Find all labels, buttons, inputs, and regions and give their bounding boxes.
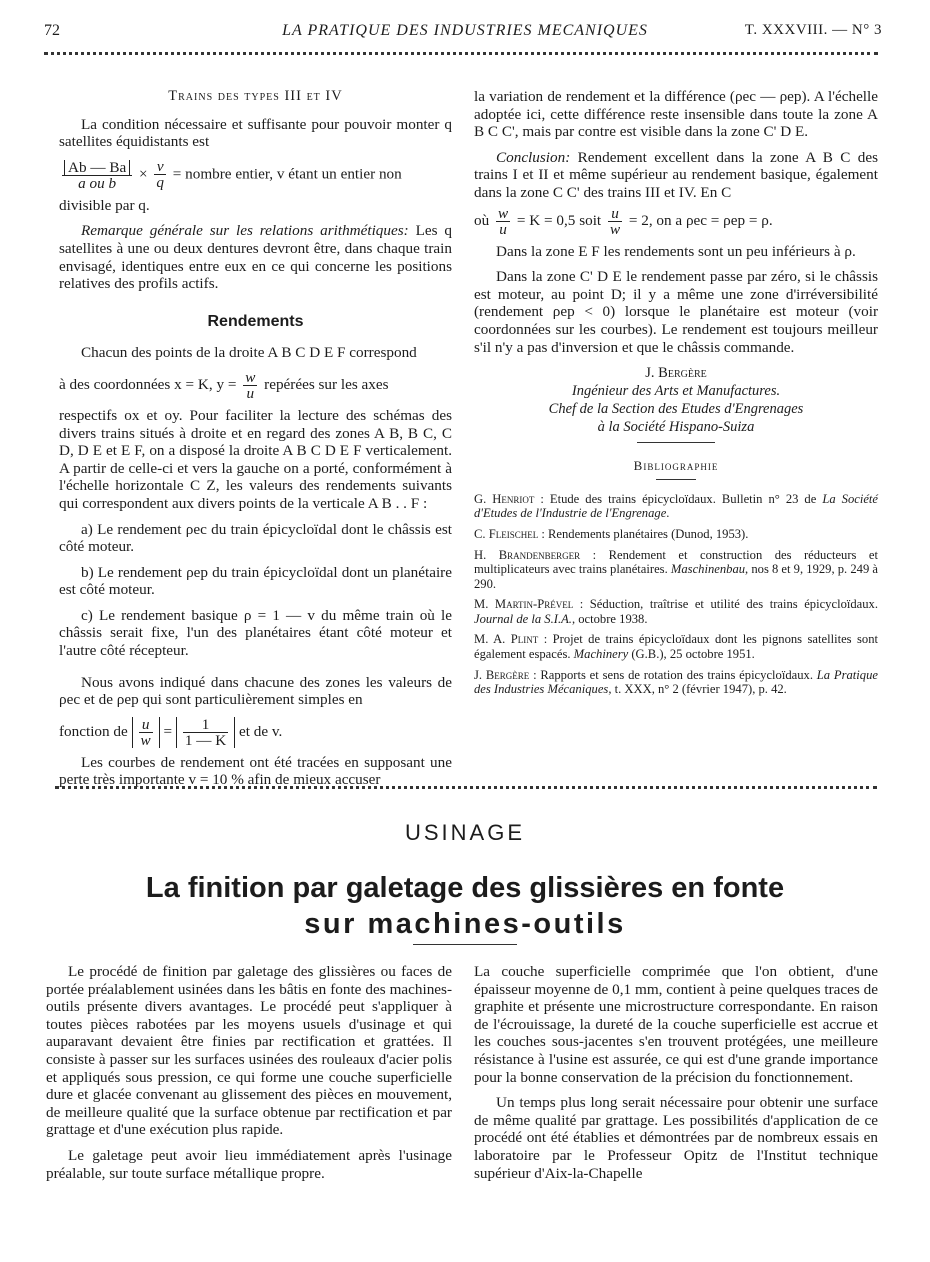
rubric-usinage: USINAGE: [404, 820, 526, 845]
paragraph-remark: Remarque générale sur les relations arithmétiques: Les q satellites à une ou deux dentures devront être, dans chaque train envisagé, identiques entre eux en ce qui concerne les positions relatives des profils actifs.: [59, 222, 452, 293]
header-dotted-rule: [44, 52, 878, 55]
article-title-line-1: La finition par galetage des glissières en fonte: [145, 872, 785, 904]
author-title-1: Ingénieur des Arts et Manufactures.: [571, 383, 781, 400]
formula-coordinates: à des coordonnées x = K, y = $\frac{w}{u}$ repérées sur les axes: [59, 368, 389, 402]
title-underline: [413, 944, 517, 945]
paragraph-points: Chacun des points de la droite A B C D E F correspond: [81, 344, 417, 362]
biblio-entry: G. Henriot : Etude des trains épicycloïdaux. Bulletin n° 23 de La Société d'Etudes de l'Industrie de l'Engrenage.: [474, 491, 879, 521]
formula-conclusion: où $\frac{w}{u}$ = K = 0,5 soit $\frac{u}{w}$ = 2, on a ρec = ρep = ρ.: [474, 204, 773, 238]
item-b: b) Le rendement ρep du train épicycloïdal dont un planétaire est côté moteur.: [59, 563, 452, 599]
signature-rule: [637, 442, 715, 443]
heading-rendements: Rendements: [207, 312, 304, 330]
section-title-trains: Trains des types III et IV: [168, 88, 343, 104]
biblio-entry: M. A. Plint : Projet de trains épicycloïdaux dont les pignons satellites sont également espacés. Machinery (G.B.), 25 octobre 1951.: [474, 632, 878, 662]
article-dotted-rule: [55, 786, 877, 789]
page-number: 72: [44, 22, 60, 39]
paragraph-variation: la variation de rendement et la différence (ρec — ρep). A l'échelle adoptée ici, cette différence reste insensible dans toute la zone A B C C', mais par contre est visible dans la zone C' D E.: [474, 88, 878, 141]
paragraph-zone-cde: Dans la zone C' D E le rendement passe par zéro, si le châssis est moteur, au point D; il y a même une zone d'irréversibilité (rendement ρep < 0) lorsque le planétaire est moteur (voir coordonnées sur les courbes). Le rendement est toujours meilleur s'il n'y a pas d'inversion et que le châssis commande.: [474, 268, 878, 356]
signature-block: [474, 364, 878, 436]
author-title-2: Chef de la Section des Etudes d'Engrenages: [548, 401, 804, 418]
right-column: [474, 88, 878, 703]
paragraph-divisible: divisible par q.: [59, 196, 150, 214]
volume-number: T. XXXVIII. — N° 3: [744, 22, 882, 38]
author-name: J. Bergère: [645, 365, 707, 382]
item-a: a) Le rendement ρec du train épicycloïdal dont le châssis est côté moteur.: [59, 520, 452, 556]
paragraph-condition: La condition nécessaire et suffisante pour pouvoir monter q satellites équidistants est: [59, 115, 452, 151]
article-paragraph: Un temps plus long serait nécessaire pour obtenir une surface de même qualité par grattage. Les possibilités d'application de ce procédé ont été établies et démontrées par de nombreux essais en laboratoire par le Professeur Opitz de l'Institut technique supérieur d'Aix-la-Chapelle: [474, 1094, 878, 1182]
paragraph-zones: Nous avons indiqué dans chacune des zones les valeurs de ρec et de ρep qui sont particulièrement simples en: [59, 673, 452, 709]
journal-title: LA PRATIQUE DES INDUSTRIES MECANIQUES: [282, 22, 648, 39]
formula-fonction: fonction de $\frac{u}{w}$ = $\frac{1}{1 — K}$ et de v.: [59, 715, 283, 749]
biblio-entry: H. Brandenberger : Rendement et construction des réducteurs et multiplicateurs avec trains planétaires. Maschinenbau, nos 8 et 9, 1929, p. 249 à 290.: [474, 547, 878, 591]
article-right-column: [474, 963, 878, 1190]
article-paragraph: Le procédé de finition par galetage des glissières ou faces de portée préalablement usinées dans les bâtis en fonte des machines-outils présente divers avantages. Le procédé peut s'appliquer à toutes pièces rabotées par les moyens usuels d'usinage et qui auparavant devaient être finies par rectification et grattées. Il consiste à passer sur les surfaces usinées des rouleaux d'acier polis et appliqués sous pression, ce qui forme une couche superficielle dure et glacée convenant au glissement des pièces en mouvement, de meilleure qualité que la surface obtenue par rectification et par grattage et d'une exécution plus rapide.: [46, 963, 452, 1139]
article-paragraph: La couche superficielle comprimée que l'on obtient, d'une épaisseur moyenne de 0,1 mm, contient à peine quelques traces de graphite et présente une microstructure correspondante. En raison de l'écrouissage, la dureté de la couche superficielle est accrue et les couches sous-jacentes s'en trouvent protégées, une meilleure résistance à l'usine est assurée, ce qui est d'une grande importance pour la bonne conservation de la précision du fonctionnement.: [474, 963, 878, 1086]
fraction-v-q: $\frac{v}{q}$: [156, 158, 164, 192]
paragraph-zone-ef: Dans la zone E F les rendements sont un peu inférieurs à ρ.: [496, 242, 856, 260]
paragraph-conclusion: Conclusion: Rendement excellent dans la zone A B C des trains I et II et même supérieur au rendement basique, également dans la zone C C' des trains III et IV. En C: [474, 148, 878, 201]
paragraph-courbes: Les courbes de rendement ont été tracées en supposant une perte très importante v = 10 % afin de mieux accuser: [59, 753, 452, 789]
author-title-3: à la Société Hispano-Suiza: [597, 419, 755, 436]
article-title: [0, 870, 930, 942]
bibliography-list: [474, 492, 878, 697]
paragraph-schemas: respectifs ox et oy. Pour faciliter la lecture des schémas des divers trains situés à droite et en regard des zones A B, B C, C D, D E et E F, on a disposé la droite A B C D E F verticalement. A partir de celle-ci et vers la gauche on a porté, conformément à l'échelle horizontale C Z, les valeurs des rendements suivants qui correspondent aux divers points de la verticale A B . . F :: [59, 406, 452, 512]
fraction-ab-ba: $\frac{Ab — Ba}{\text{a ou b}}$: [62, 159, 132, 191]
item-c: c) Le rendement basique ρ = 1 — v du même train où le châssis serait fixe, l'un des planétaires étant côté moteur et l'autre côté récepteur.: [59, 606, 452, 660]
article-title-line-2: sur machines-outils: [304, 908, 626, 940]
left-column: [59, 88, 452, 797]
biblio-entry: J. Bergère : Rapports et sens de rotation des trains épicycloïdaux. La Pratique des Industries Mécaniques, t. XXX, n° 2 (février 1947), p. 42.: [474, 667, 878, 697]
formula-satellites: $\frac{Ab — Ba}{\text{a ou b}}$ × $\frac{v}{q}$ = nombre entier, v étant un entier non: [59, 159, 452, 191]
heading-bibliographie: Bibliographie: [633, 458, 719, 474]
biblio-entry: M. Martin-Prével : Séduction, traîtrise et utilité des trains épicycloïdaux. Journal de la S.I.A., octobre 1938.: [474, 597, 878, 626]
biblio-entry: C. Fleischel : Rendements planétaires (Dunod, 1953).: [474, 526, 749, 541]
biblio-rule: [656, 479, 696, 480]
article-left-column: [46, 963, 452, 1190]
article-paragraph: Le galetage peut avoir lieu immédiatement après l'usinage préalable, sur toute surface métallique propre.: [46, 1146, 452, 1182]
